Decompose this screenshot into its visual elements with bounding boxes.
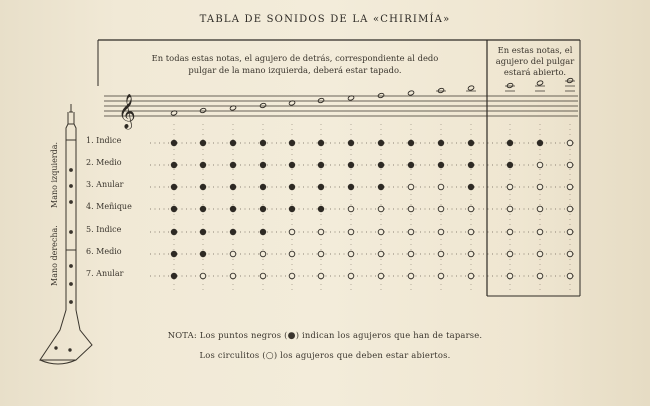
open-hole-circle — [348, 229, 354, 235]
closed-hole-dot — [230, 184, 236, 190]
staff-note — [377, 93, 384, 99]
finger-label-3: 3. Anular — [86, 180, 124, 189]
open-hole-circle — [408, 251, 414, 257]
open-hole-circle — [537, 206, 543, 212]
closed-hole-dot — [378, 140, 384, 146]
closed-hole-dot — [171, 140, 177, 146]
open-hole-circle — [567, 251, 573, 257]
closed-hole-dot — [171, 206, 177, 212]
closed-hole-dot — [537, 140, 543, 146]
open-hole-circle — [468, 251, 474, 257]
treble-clef-icon: 𝄞 — [118, 94, 136, 129]
closed-hole-dot — [289, 184, 295, 190]
left-hand-label: Mano izquierda. — [50, 141, 59, 208]
open-circle-icon: ○ — [265, 351, 274, 361]
closed-hole-dot — [468, 184, 474, 190]
open-hole-circle — [567, 206, 573, 212]
open-hole-circle — [378, 273, 384, 279]
closed-hole-dot — [348, 184, 354, 190]
closed-hole-dot — [260, 206, 266, 212]
open-hole-circle — [289, 229, 295, 235]
staff-note — [467, 85, 474, 91]
open-hole-circle — [289, 273, 295, 279]
closed-hole-dot — [318, 184, 324, 190]
closed-hole-dot — [318, 206, 324, 212]
closed-hole-dot — [171, 273, 177, 279]
open-hole-circle — [468, 229, 474, 235]
closed-hole-dot — [200, 229, 206, 235]
open-hole-circle — [289, 251, 295, 257]
open-hole-circle — [348, 273, 354, 279]
open-hole-circle — [507, 229, 513, 235]
finger-label-1: 1. Indice — [86, 136, 122, 145]
open-hole-circle — [567, 162, 573, 168]
closed-hole-dot — [378, 184, 384, 190]
open-hole-circle — [567, 273, 573, 279]
staff-note — [259, 103, 266, 109]
closed-hole-dot — [230, 206, 236, 212]
open-hole-circle — [567, 184, 573, 190]
closed-hole-dot — [200, 251, 206, 257]
open-hole-circle — [537, 251, 543, 257]
open-hole-circle — [537, 184, 543, 190]
open-hole-circle — [468, 273, 474, 279]
staff-notes — [170, 78, 575, 116]
open-hole-circle — [567, 229, 573, 235]
open-hole-circle — [438, 184, 444, 190]
open-hole-circle — [507, 206, 513, 212]
open-hole-circle — [408, 229, 414, 235]
page-title: TABLA DE SONIDOS DE LA «CHIRIMÍA» — [199, 14, 451, 25]
closed-hole-dot — [230, 229, 236, 235]
music-staff — [104, 96, 578, 116]
open-hole-circle — [378, 251, 384, 257]
closed-hole-dot — [171, 229, 177, 235]
table-frame — [98, 40, 580, 296]
staff-note — [536, 80, 543, 86]
closed-hole-dot — [200, 206, 206, 212]
staff-note — [437, 88, 444, 94]
open-hole-circle — [318, 273, 324, 279]
closed-hole-dot — [289, 140, 295, 146]
open-hole-circle — [537, 162, 543, 168]
closed-hole-dot — [348, 162, 354, 168]
open-hole-circle — [438, 206, 444, 212]
fingering-grid — [150, 124, 575, 290]
open-hole-circle — [438, 229, 444, 235]
open-hole-circle — [230, 273, 236, 279]
finger-label-5: 5. Indice — [86, 225, 122, 234]
closed-hole-dot — [438, 140, 444, 146]
open-hole-circle — [537, 229, 543, 235]
closed-hole-dot — [200, 184, 206, 190]
closed-hole-dot — [200, 162, 206, 168]
right-hand-label: Mano derecha. — [50, 225, 59, 286]
closed-hole-dot — [507, 162, 513, 168]
open-hole-circle — [318, 251, 324, 257]
closed-hole-dot — [260, 184, 266, 190]
staff-note — [506, 83, 513, 89]
closed-hole-dot — [260, 162, 266, 168]
closed-hole-dot — [171, 184, 177, 190]
closed-hole-dot — [260, 229, 266, 235]
closed-hole-dot — [408, 162, 414, 168]
open-hole-circle — [348, 206, 354, 212]
open-hole-circle — [507, 273, 513, 279]
legend-black-dots: NOTA: Los puntos negros (●) indican los agujeros que han de taparse. — [167, 330, 483, 341]
staff-note — [407, 90, 414, 96]
closed-hole-dot — [230, 162, 236, 168]
shawm-illustration — [40, 104, 92, 364]
closed-hole-dot — [318, 140, 324, 146]
legend-line2-prefix: Los circulitos — [199, 350, 260, 360]
closed-hole-dot — [507, 140, 513, 146]
legend-line1-suffix: indican los agujeros que han de taparse. — [302, 330, 483, 340]
open-hole-circle — [507, 251, 513, 257]
closed-hole-dot — [348, 140, 354, 146]
staff-note — [199, 108, 206, 114]
open-hole-circle — [260, 273, 266, 279]
open-hole-circle — [438, 251, 444, 257]
open-hole-circle — [438, 273, 444, 279]
closed-hole-dot — [171, 251, 177, 257]
finger-label-6: 6. Medio — [86, 247, 122, 256]
open-hole-circle — [408, 273, 414, 279]
open-hole-circle — [567, 140, 573, 146]
closed-hole-dot — [230, 140, 236, 146]
open-hole-circle — [468, 206, 474, 212]
black-dot-icon: ● — [287, 331, 296, 341]
staff-note — [317, 98, 324, 104]
closed-hole-dot — [318, 162, 324, 168]
open-hole-circle — [260, 251, 266, 257]
open-hole-circle — [537, 273, 543, 279]
finger-label-4: 4. Meñique — [86, 202, 132, 211]
open-hole-circle — [408, 206, 414, 212]
open-hole-circle — [378, 206, 384, 212]
header-thumb-open: En estas notas, el agujero del pulgar estará abierto. — [495, 45, 575, 77]
open-hole-circle — [230, 251, 236, 257]
legend-open-circles: Los circulitos (○) los agujeros que deben estar abiertos. — [199, 350, 451, 361]
finger-label-7: 7. Anular — [86, 269, 124, 278]
staff-note — [566, 78, 573, 84]
legend-line2-suffix: los agujeros que deben estar abiertos. — [280, 350, 451, 360]
open-hole-circle — [378, 229, 384, 235]
header-thumb-closed: En todas estas notas, el agujero de detrás, correspondiente al dedo pulgar de la mano izquierda, deberá estar tapado. — [151, 53, 439, 75]
legend-line1-prefix: NOTA: Los puntos negros — [167, 330, 282, 340]
closed-hole-dot — [260, 140, 266, 146]
open-hole-circle — [408, 184, 414, 190]
closed-hole-dot — [468, 162, 474, 168]
open-hole-circle — [507, 184, 513, 190]
closed-hole-dot — [438, 162, 444, 168]
closed-hole-dot — [468, 140, 474, 146]
closed-hole-dot — [200, 140, 206, 146]
closed-hole-dot — [378, 162, 384, 168]
open-hole-circle — [200, 273, 206, 279]
closed-hole-dot — [289, 162, 295, 168]
open-hole-circle — [318, 229, 324, 235]
closed-hole-dot — [408, 140, 414, 146]
closed-hole-dot — [171, 162, 177, 168]
open-hole-circle — [348, 251, 354, 257]
closed-hole-dot — [289, 206, 295, 212]
finger-label-2: 2. Medio — [86, 158, 122, 167]
